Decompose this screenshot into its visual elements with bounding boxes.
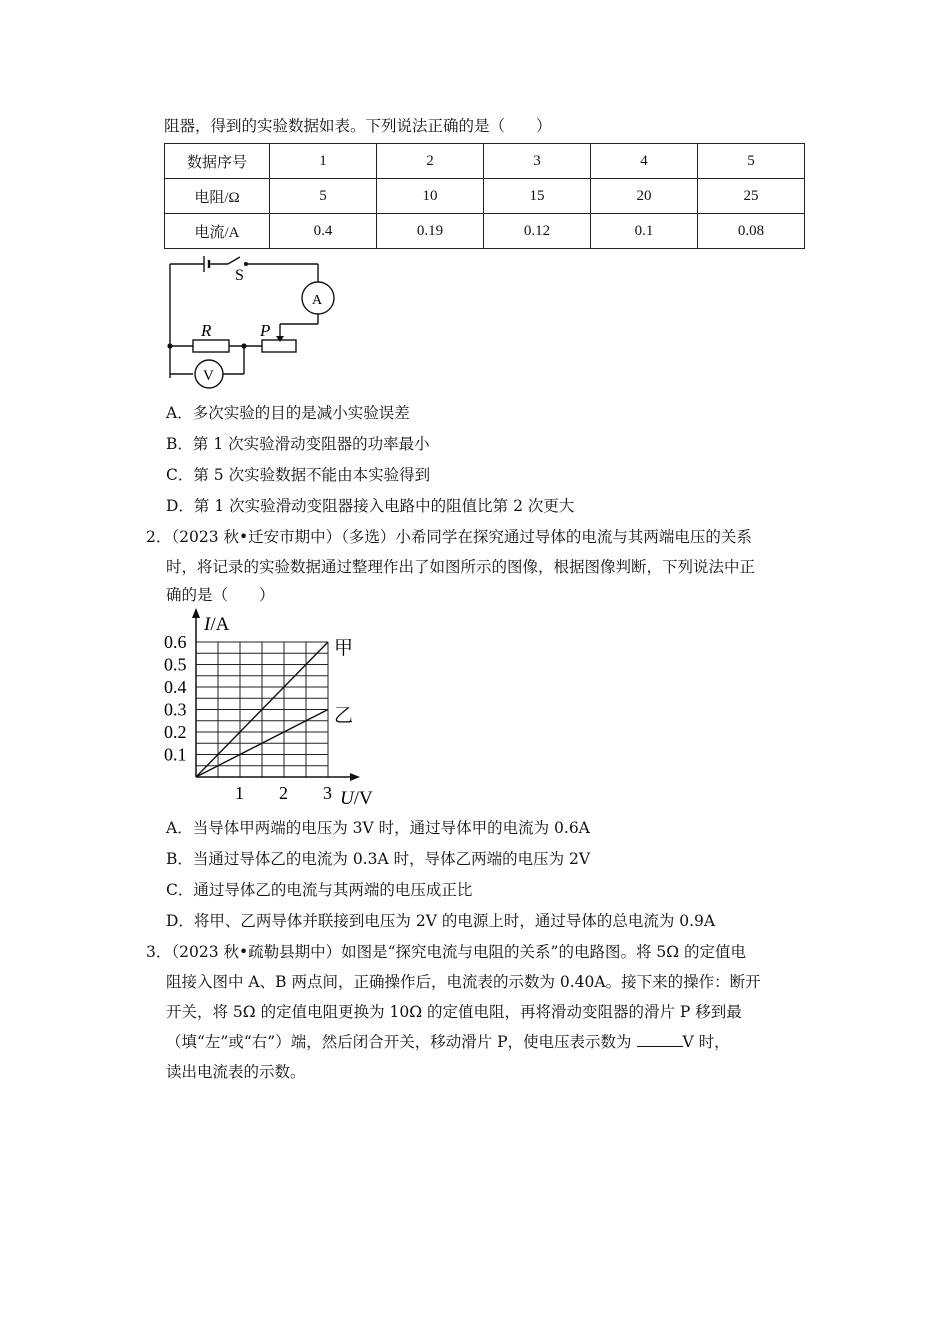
- iu-chart: [160, 608, 390, 813]
- series-label: 甲: [334, 638, 354, 659]
- y-axis-label: I/A: [204, 614, 230, 635]
- table-cell: 0.08: [698, 214, 805, 249]
- circuit-diagram: [160, 250, 345, 390]
- y-tick-label: 0.2: [164, 722, 187, 742]
- table-cell: 10: [377, 179, 484, 214]
- q1-option-b: B．第 1 次实验滑动变阻器的功率最小: [166, 435, 430, 453]
- q3-stem-line-4-text: （填“左”或“右”）端，然后闭合开关，移动滑片 P，使电压表示数为: [166, 1033, 632, 1051]
- q3-stem-line-1: 3．（2023 秋•疏勒县期中）如图是“探究电流与电阻的关系”的电路图。将 5Ω 的定值电: [146, 943, 747, 961]
- x-tick-label: 1: [235, 783, 244, 803]
- table-cell: 1: [270, 144, 377, 179]
- junction-dot: [167, 343, 172, 348]
- table-cell: 0.4: [270, 214, 377, 249]
- y-tick-label: 0.6: [164, 632, 187, 652]
- switch-blade: [228, 257, 240, 264]
- label-r: R: [201, 321, 212, 340]
- y-tick-label: 0.4: [164, 677, 187, 697]
- table-cell: 5: [270, 179, 377, 214]
- resistor-r: [193, 340, 229, 352]
- table-cell: 20: [591, 179, 698, 214]
- table-cell: 5: [698, 144, 805, 179]
- table-row: [165, 144, 805, 179]
- q2-option-b: B．当通过导体乙的电流为 0.3A 时，导体乙两端的电压为 2V: [166, 850, 591, 868]
- x-tick-label: 2: [279, 783, 288, 803]
- q2-stem-line-3: 确的是（ ）: [166, 586, 275, 604]
- q2-option-a: A．当导体甲两端的电压为 3V 时，通过导体甲的电流为 0.6A: [166, 819, 590, 837]
- q2-option-d: D．将甲、乙两导体并联接到电压为 2V 的电源上时，通过导体的总电流为 0.9A: [166, 912, 716, 930]
- q3-stem-line-3: 开关，将 5Ω 的定值电阻更换为 10Ω 的定值电阻，再将滑动变阻器的滑片 P 移到最: [166, 1003, 742, 1021]
- y-tick-label: 0.5: [164, 654, 187, 675]
- table-cell: 15: [484, 179, 591, 214]
- q3-stem-line-4-tail: V 时，: [682, 1033, 730, 1051]
- rheostat-p: [262, 340, 296, 352]
- x-tick-label: 3: [323, 783, 332, 803]
- table-cell: 电阻/Ω: [165, 179, 270, 214]
- series-label: 乙: [334, 705, 354, 727]
- table-cell: 25: [698, 179, 805, 214]
- label-a: A: [312, 293, 323, 308]
- q3-stem-line-5: 读出电流表的示数。: [166, 1063, 306, 1081]
- q1-option-d: D．第 1 次实验滑动变阻器接入电路中的阻值比第 2 次更大: [166, 497, 575, 515]
- q1-option-a: A．多次实验的目的是减小实验误差: [166, 404, 410, 422]
- table-cell: 2: [377, 144, 484, 179]
- label-v: V: [203, 368, 214, 384]
- q2-stem-line-1: 2．（2023 秋•迁安市期中）（多选）小希同学在探究通过导体的电流与其两端电压的关系: [146, 528, 752, 546]
- q3-stem-line-2: 阻接入图中 A、B 两点间，正确操作后，电流表的示数为 0.40A。接下来的操作：断开: [166, 973, 761, 991]
- table-cell: 0.12: [484, 214, 591, 249]
- table-cell: 0.19: [377, 214, 484, 249]
- table-cell: 数据序号: [165, 144, 270, 179]
- y-axis-arrow: [192, 608, 200, 618]
- q3-stem-line-4: [166, 1032, 730, 1052]
- table-cell: 0.1: [591, 214, 698, 249]
- slider-arrow: [276, 336, 284, 342]
- q1-option-c: C．第 5 次实验数据不能由本实验得到: [166, 466, 431, 484]
- label-s: S: [235, 267, 244, 284]
- y-tick-label: 0.3: [164, 699, 187, 720]
- q2-option-c: C．通过导体乙的电流与其两端的电压成正比: [166, 881, 473, 899]
- q1-intro: 阻器，得到的实验数据如表。下列说法正确的是（ ）: [164, 117, 552, 135]
- table-row: [165, 179, 805, 214]
- junction-dot: [241, 343, 246, 348]
- answer-blank[interactable]: [637, 1032, 683, 1047]
- data-table: [164, 143, 805, 249]
- x-axis-arrow: [350, 773, 360, 781]
- x-axis-label: U/V: [340, 788, 373, 809]
- q2-stem-line-2: 时，将记录的实验数据通过整理作出了如图所示的图像，根据图像判断，下列说法中正: [166, 558, 756, 576]
- table-cell: 4: [591, 144, 698, 179]
- table-cell: 3: [484, 144, 591, 179]
- label-p: P: [260, 321, 271, 340]
- table-cell: 电流/A: [165, 214, 270, 249]
- table-row: [165, 214, 805, 249]
- y-tick-label: 0.1: [164, 744, 187, 765]
